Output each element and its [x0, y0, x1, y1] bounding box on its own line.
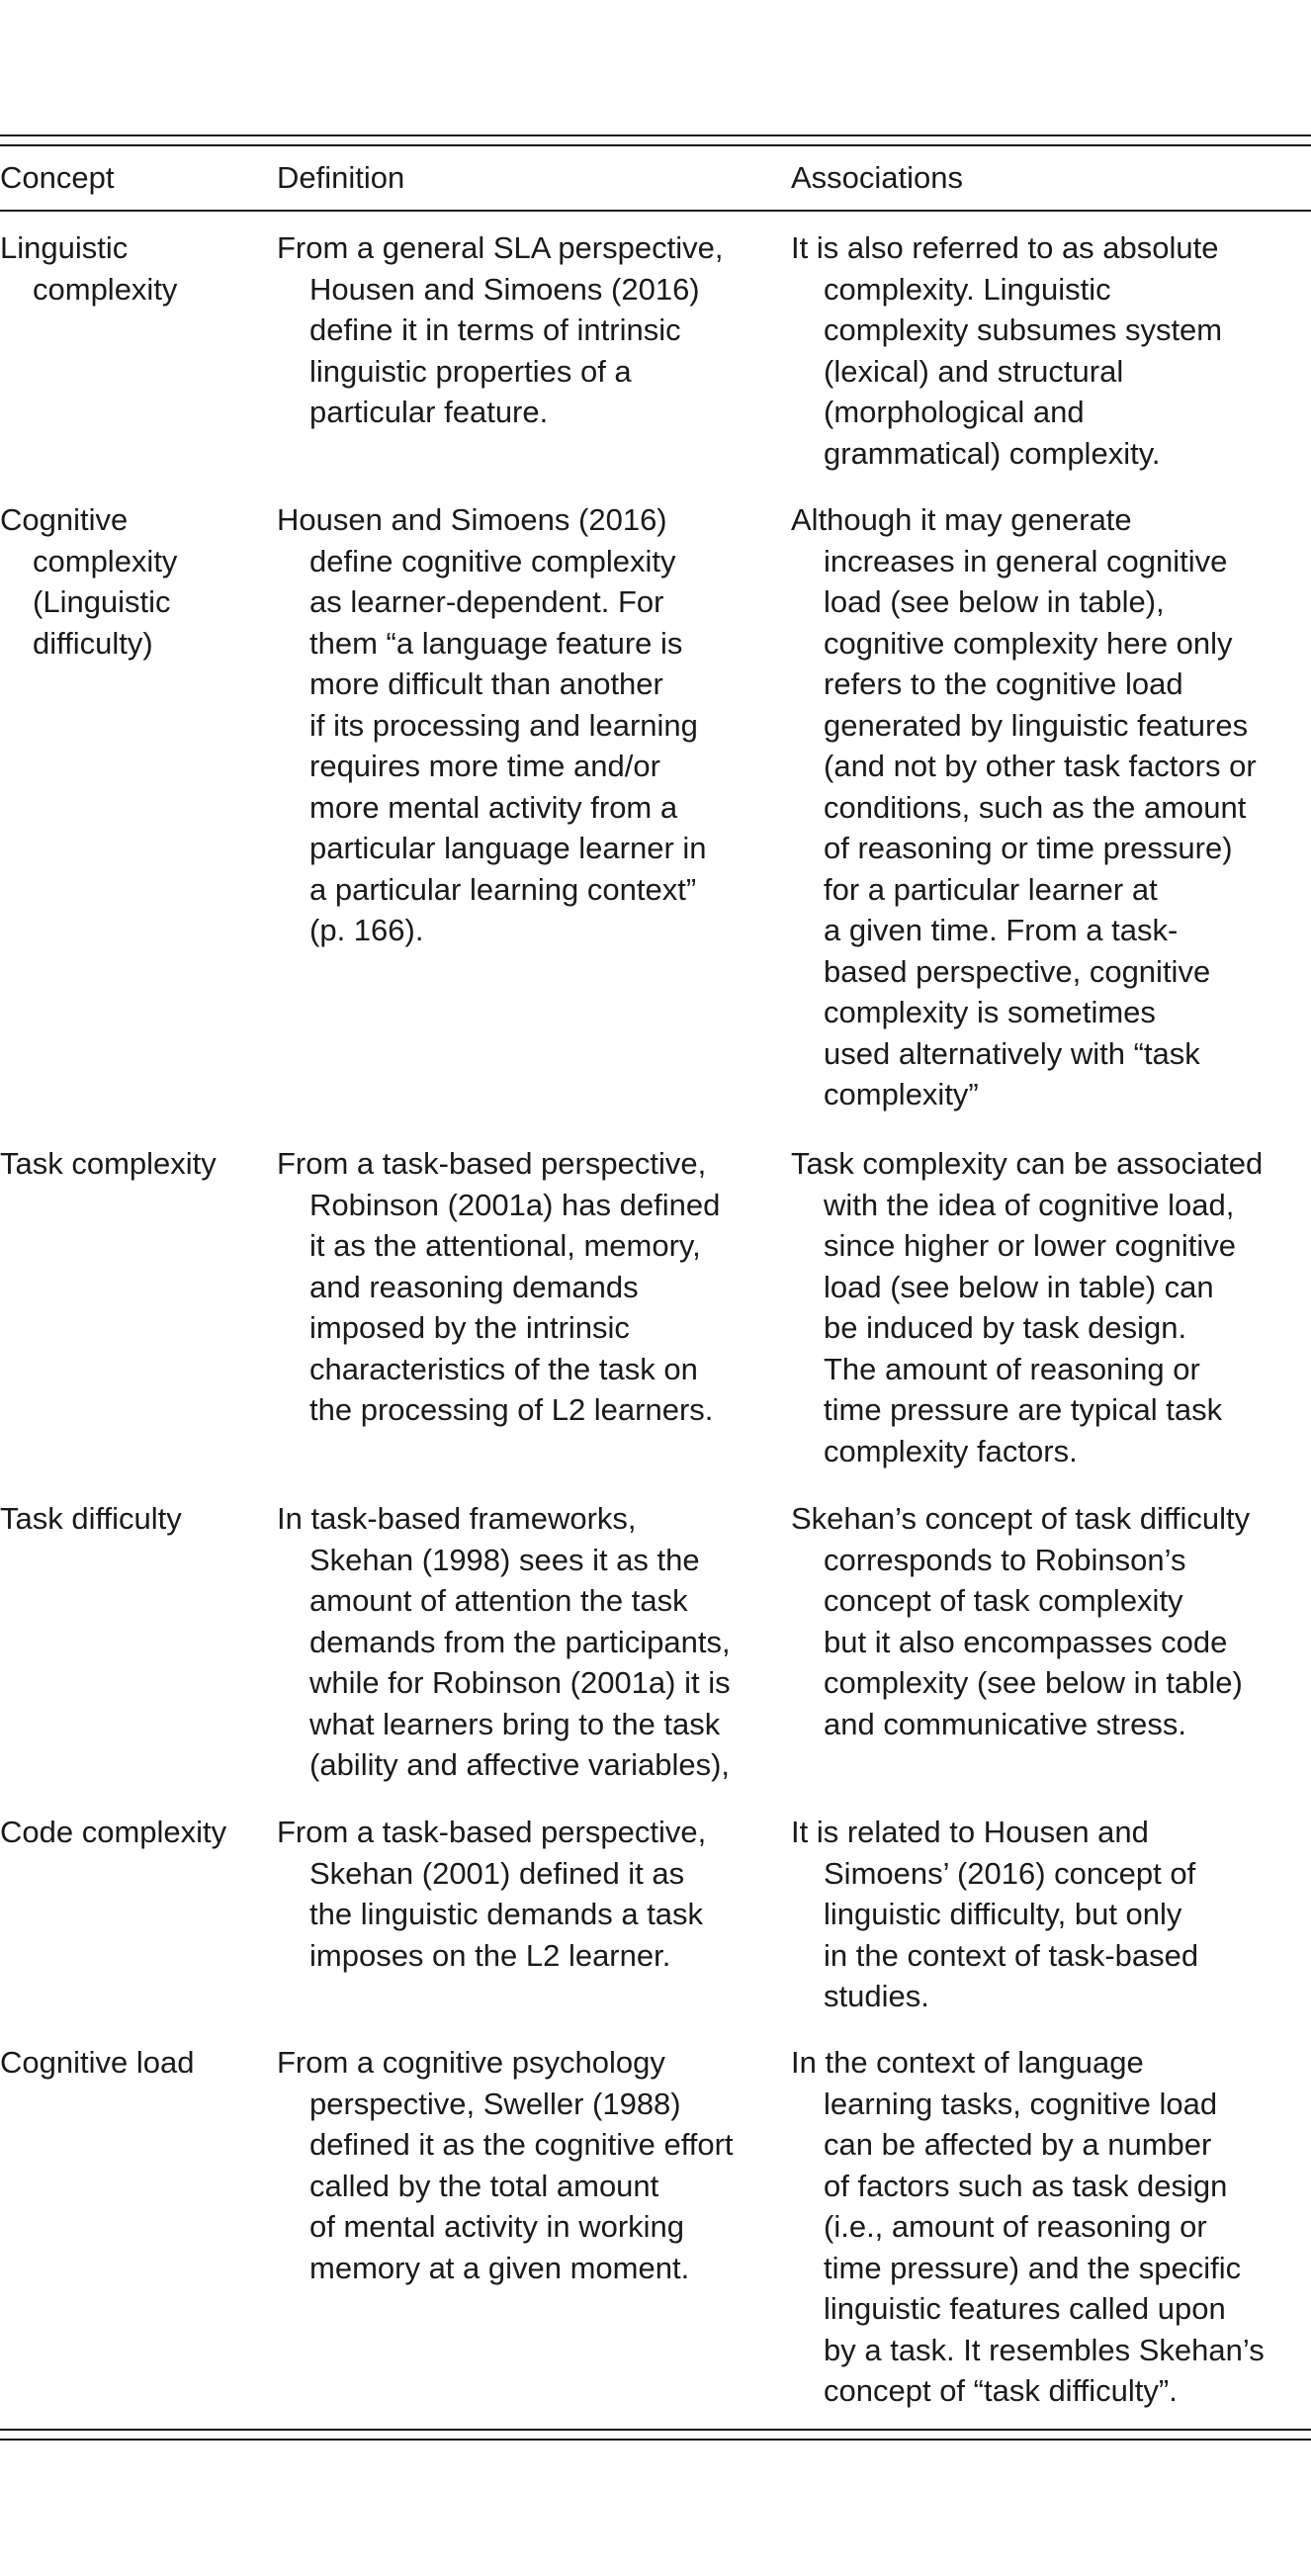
- row-concept-cognitive-complexity: Cognitive complexity (Linguistic difficulty): [0, 502, 178, 661]
- row-definition-linguistic-complexity: From a general SLA perspective, Housen and Simoens (2016) define it in terms of intrinsic linguistic properties of a particular feature.: [277, 230, 724, 429]
- row-concept-task-difficulty: Task difficulty: [0, 1501, 182, 1536]
- row-definition-task-complexity: From a task-based perspective, Robinson (2001a) has defined it as the attentional, memory, and reasoning demands imposed by the intrinsic characteristics of the task on the processing of L2 learners.: [277, 1146, 721, 1427]
- row-concept-code-complexity: Code complexity: [0, 1815, 227, 1849]
- bottom-rule-outer: [0, 2439, 1311, 2441]
- header-definition: Definition: [277, 160, 405, 195]
- row-associations-task-difficulty: Skehan’s concept of task difficulty corresponds to Robinson’s concept of task complexity but it also encompasses code complexity (see below in table) and communicative stress.: [791, 1501, 1251, 1741]
- row-associations-cognitive-load: In the context of language learning tasks, cognitive load can be affected by a number of factors such as task design (i.e., amount of reasoning or time pressure) and the specific linguistic features called upon by a task. It resembles Skehan’s concept of “task difficulty”.: [791, 2045, 1265, 2408]
- bottom-rule-inner: [0, 2429, 1311, 2431]
- row-concept-task-complexity: Task complexity: [0, 1146, 217, 1181]
- row-associations-task-complexity: Task complexity can be associated with the idea of cognitive load, since higher or lower cognitive load (see below in table) can be induced by task design. The amount of reasoning or time pressure are typical task complexity factors.: [791, 1146, 1264, 1468]
- row-definition-code-complexity: From a task-based perspective, Skehan (2001) defined it as the linguistic demands a task imposes on the L2 learner.: [277, 1815, 707, 1973]
- row-associations-linguistic-complexity: It is also referred to as absolute complexity. Linguistic complexity subsumes system (lexical) and structural (morphological and grammatical) complexity.: [791, 230, 1223, 471]
- row-concept-linguistic-complexity: Linguistic complexity: [0, 230, 178, 307]
- row-definition-task-difficulty: In task-based frameworks, Skehan (1998) sees it as the amount of attention the task demands from the participants, while for Robinson (2001a) it is what learners bring to the task (ability and affective variables),: [277, 1501, 731, 1782]
- header-rule: [0, 210, 1311, 212]
- row-concept-cognitive-load: Cognitive load: [0, 2045, 195, 2080]
- top-rule-inner: [0, 144, 1311, 146]
- row-definition-cognitive-complexity: Housen and Simoens (2016) define cognitive complexity as learner-dependent. For them “a language feature is more difficult than another if its processing and learning requires more time and/or more mental activity from a particular language learner in a particular learning context” (p. 166).: [277, 502, 707, 947]
- top-rule-outer: [0, 134, 1311, 136]
- header-concept: Concept: [0, 160, 115, 195]
- row-definition-cognitive-load: From a cognitive psychology perspective, Sweller (1988) defined it as the cognitive effort called by the total amount of mental activity in working memory at a given moment.: [277, 2045, 734, 2285]
- row-associations-cognitive-complexity: Although it may generate increases in general cognitive load (see below in table), cognitive complexity here only refers to the cognitive load generated by linguistic features (and not by other task factors or conditions, such as the amount of reasoning or time pressure) for a particular learner at a given time. From a task- based perspective, cognitive complexity is sometimes used alternatively with “task complexity”: [791, 502, 1257, 1111]
- header-associations: Associations: [791, 160, 964, 195]
- row-associations-code-complexity: It is related to Housen and Simoens’ (2016) concept of linguistic difficulty, but only in the context of task-based studies.: [791, 1815, 1199, 2013]
